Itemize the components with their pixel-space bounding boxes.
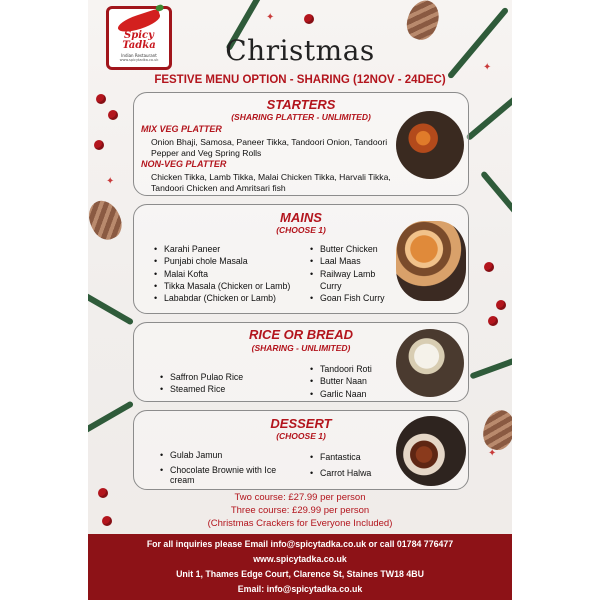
starters-card xyxy=(133,92,469,196)
footer-website-link[interactable]: www.spicytadka.co.uk xyxy=(253,554,347,564)
mains-subtitle: (CHOOSE 1) xyxy=(276,225,326,235)
list-item: • Laal Maas xyxy=(310,255,396,267)
mains-food-image xyxy=(396,221,466,301)
list-item: • Tandoori Roti xyxy=(310,363,396,375)
crackers-note: (Christmas Crackers for Everyone Included) xyxy=(207,518,393,529)
list-item: • Lababdar (Chicken or Lamb) xyxy=(154,292,309,304)
list-item: • Fantastica xyxy=(310,451,396,463)
dessert-list-col1 xyxy=(160,449,300,485)
mains-title: MAINS xyxy=(280,210,322,225)
logo-brand-line1: Spicy xyxy=(124,29,154,41)
berry-decoration xyxy=(484,262,494,272)
pine-branch-decoration xyxy=(480,170,512,235)
list-item: • Saffron Pulao Rice xyxy=(160,371,300,383)
pine-branch-decoration xyxy=(88,280,134,325)
list-item: • Railway Lamb Curry xyxy=(310,268,396,293)
veg-platter-title: MIX VEG PLATTER xyxy=(141,124,222,134)
dessert-subtitle: (CHOOSE 1) xyxy=(276,431,326,441)
menu-subtitle: FESTIVE MENU OPTION - SHARING (12NOV - 24DEC) xyxy=(154,74,446,86)
nonveg-platter-title: NON-VEG PLATTER xyxy=(141,159,227,169)
berry-decoration xyxy=(96,94,106,104)
dessert-list-col2 xyxy=(310,451,396,480)
starters-food-image xyxy=(396,111,464,179)
pine-branch-decoration xyxy=(469,347,512,380)
berry-decoration xyxy=(94,140,104,150)
mains-list-col1 xyxy=(154,243,309,304)
veg-platter-items: Onion Bhaji, Samosa, Paneer Tikka, Tandoori Onion, Tandoori Pepper and Veg Spring Rolls xyxy=(151,137,388,158)
dessert-food-image xyxy=(396,416,466,486)
nonveg-platter-items: Chicken Tikka, Lamb Tikka, Malai Chicken Tikka, Harvali Tikka, Tandoori Chicken and Amritsari fish xyxy=(151,172,391,193)
list-item: • Chocolate Brownie with Ice cream xyxy=(160,465,300,485)
contact-footer xyxy=(88,534,512,600)
logo-subtitle: Indian Restaurant xyxy=(121,52,157,58)
dessert-title: DESSERT xyxy=(270,416,332,431)
berry-decoration xyxy=(304,14,314,24)
starters-title: STARTERS xyxy=(266,97,336,112)
star-decoration: ✦ xyxy=(488,448,497,459)
dessert-card xyxy=(133,410,469,490)
star-decoration: ✦ xyxy=(106,176,115,187)
list-item: • Goan Fish Curry xyxy=(310,292,396,304)
rice-bread-food-image xyxy=(396,329,464,397)
pine-branch-decoration xyxy=(465,85,512,141)
logo-brand-line2: Tadka xyxy=(122,39,156,51)
price-three-course: Three course: £29.99 per person xyxy=(230,505,370,516)
menu-poster xyxy=(88,0,512,600)
footer-address: Unit 1, Thames Edge Court, Clarence St, Staines TW18 4BU xyxy=(176,569,424,579)
rice-list-col2 xyxy=(310,363,396,400)
list-item: • Malai Kofta xyxy=(154,268,309,280)
price-two-course: Two course: £27.99 per person xyxy=(234,492,366,503)
rice-bread-subtitle: (SHARING - UNLIMITED) xyxy=(251,343,351,353)
star-decoration: ✦ xyxy=(483,62,492,73)
list-item: • Tikka Masala (Chicken or Lamb) xyxy=(154,280,309,292)
mains-list-col2 xyxy=(310,243,396,304)
pinecone-decoration xyxy=(88,196,127,245)
page-title: Christmas xyxy=(225,34,375,67)
footer-email-link[interactable]: Email: info@spicytadka.co.uk xyxy=(237,584,363,594)
list-item: • Steamed Rice xyxy=(160,383,300,395)
star-decoration: ✦ xyxy=(266,12,275,23)
list-item: • Garlic Naan xyxy=(310,388,396,400)
berry-decoration xyxy=(108,110,118,120)
list-item: • Karahi Paneer xyxy=(154,243,309,255)
list-item: • Butter Naan xyxy=(310,375,396,387)
berry-decoration xyxy=(488,316,498,326)
rice-list-col1 xyxy=(160,371,300,396)
list-item: • Punjabi chole Masala xyxy=(154,255,309,267)
berry-decoration xyxy=(496,300,506,310)
list-item: • Carrot Halwa xyxy=(310,467,396,479)
mains-card xyxy=(133,204,469,314)
footer-inquiries: For all inquiries please Email info@spicytadka.co.uk or call 01784 776477 xyxy=(146,539,454,549)
pine-branch-decoration xyxy=(88,400,134,445)
list-item: • Gulab Jamun xyxy=(160,449,300,461)
rice-bread-card xyxy=(133,322,469,402)
starters-subtitle: (SHARING PLATTER - UNLIMITED) xyxy=(231,112,371,122)
rice-bread-title: RICE OR BREAD xyxy=(248,327,353,342)
pinecone-decoration xyxy=(479,407,512,453)
logo-url: www.spicytadka.co.uk xyxy=(119,57,159,62)
list-item: • Butter Chicken xyxy=(310,243,396,255)
